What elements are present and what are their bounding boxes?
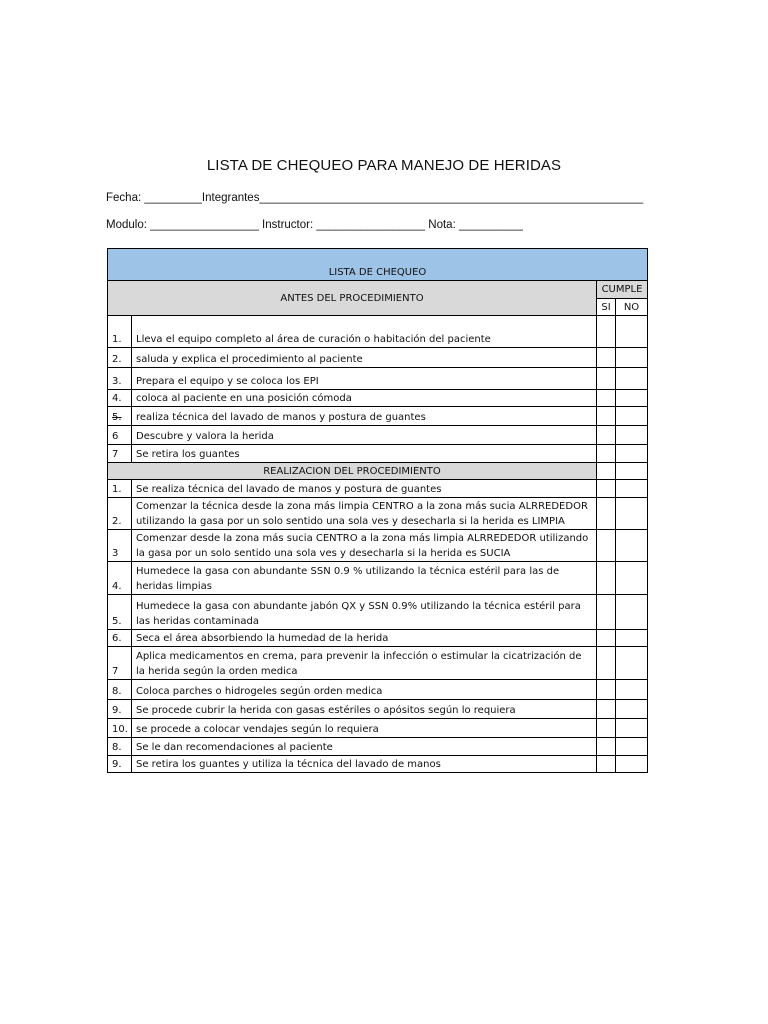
row-description: Humedece la gasa con abundante jabón QX y SSN 0.9% utilizando la técnica estéril para las heridas contaminada [132, 595, 597, 630]
no-checkbox-cell[interactable] [616, 348, 648, 368]
si-checkbox-cell[interactable] [597, 738, 616, 756]
si-checkbox-cell[interactable] [597, 480, 616, 498]
no-checkbox-cell[interactable] [616, 756, 648, 773]
row-number: 5. [108, 595, 132, 630]
section-realizacion-title: REALIZACION DEL PROCEDIMIENTO [108, 463, 597, 480]
row-description: Coloca parches o hidrogeles según orden medica [132, 680, 597, 700]
row-number: 3. [108, 368, 132, 390]
si-checkbox-cell[interactable] [597, 719, 616, 738]
row-number: 2. [108, 498, 132, 530]
table-row [108, 647, 648, 680]
row-description: se procede a colocar vendajes según lo requiera [132, 719, 597, 738]
table-row [108, 630, 648, 647]
table-row [108, 316, 648, 348]
table-row [108, 407, 648, 426]
table-row [108, 498, 648, 530]
no-checkbox-cell[interactable] [616, 719, 648, 738]
table-row [108, 368, 648, 390]
no-checkbox-cell[interactable] [616, 738, 648, 756]
no-checkbox-cell[interactable] [616, 647, 648, 680]
si-checkbox-cell[interactable] [597, 680, 616, 700]
no-checkbox-cell[interactable] [616, 562, 648, 595]
row-number: 4. [108, 390, 132, 407]
no-checkbox-cell[interactable] [616, 463, 648, 480]
row-number: 8. [108, 680, 132, 700]
si-checkbox-cell[interactable] [597, 316, 616, 348]
row-number: 3 [108, 530, 132, 562]
no-checkbox-cell[interactable] [616, 680, 648, 700]
row-description: Se realiza técnica del lavado de manos y postura de guantes [132, 480, 597, 498]
cumple-header: CUMPLE [597, 281, 648, 299]
table-row [108, 700, 648, 719]
row-description: Humedece la gasa con abundante SSN 0.9 % utilizando la técnica estéril para las de heridas limpias [132, 562, 597, 595]
si-checkbox-cell[interactable] [597, 368, 616, 390]
row-description: saluda y explica el procedimiento al paciente [132, 348, 597, 368]
si-checkbox-cell[interactable] [597, 445, 616, 463]
row-number: 9. [108, 756, 132, 773]
no-checkbox-cell[interactable] [616, 445, 648, 463]
row-number: 7 [108, 647, 132, 680]
table-row [108, 756, 648, 773]
row-description: Se le dan recomendaciones al paciente [132, 738, 597, 756]
no-checkbox-cell[interactable] [616, 316, 648, 348]
si-checkbox-cell[interactable] [597, 700, 616, 719]
checklist-header: LISTA DE CHEQUEO [108, 249, 648, 281]
row-description: Comenzar desde la zona más sucia CENTRO a la zona más limpia ALRREDEDOR utilizando la gasa por un solo sentido una sola ves y desecharla si la herida es SUCIA [132, 530, 597, 562]
si-checkbox-cell[interactable] [597, 595, 616, 630]
fecha-integrantes-line: Fecha: _________Integrantes____________________________________________________________ [106, 192, 644, 204]
row-number: 8. [108, 738, 132, 756]
si-checkbox-cell[interactable] [597, 647, 616, 680]
row-description: Se retira los guantes y utiliza la técnica del lavado de manos [132, 756, 597, 773]
document-title: LISTA DE CHEQUEO PARA MANEJO DE HERIDAS [206, 157, 562, 174]
si-header: SI [597, 299, 616, 316]
row-description: Se retira los guantes [132, 445, 597, 463]
no-checkbox-cell[interactable] [616, 700, 648, 719]
si-checkbox-cell[interactable] [597, 390, 616, 407]
table-row [108, 738, 648, 756]
row-description: Prepara el equipo y se coloca los EPI [132, 368, 597, 390]
si-checkbox-cell[interactable] [597, 426, 616, 445]
no-checkbox-cell[interactable] [616, 426, 648, 445]
no-checkbox-cell[interactable] [616, 498, 648, 530]
no-checkbox-cell[interactable] [616, 530, 648, 562]
row-number: 5. [108, 407, 132, 426]
table-row [108, 680, 648, 700]
row-description: coloca al paciente en una posición cómoda [132, 390, 597, 407]
si-checkbox-cell[interactable] [597, 407, 616, 426]
section-realizacion-header-row [108, 463, 648, 480]
table-row [108, 530, 648, 562]
no-checkbox-cell[interactable] [616, 480, 648, 498]
si-checkbox-cell[interactable] [597, 562, 616, 595]
table-row [108, 445, 648, 463]
row-number: 4. [108, 562, 132, 595]
row-description: Lleva el equipo completo al área de curación o habitación del paciente [132, 316, 597, 348]
row-number: 9. [108, 700, 132, 719]
row-number: 2. [108, 348, 132, 368]
row-number: 1. [108, 316, 132, 348]
row-description: Seca el área absorbiendo la humedad de la herida [132, 630, 597, 647]
table-row [108, 426, 648, 445]
table-row [108, 348, 648, 368]
section-antes-header-row [108, 281, 648, 299]
checklist-table [107, 248, 648, 773]
row-number: 6 [108, 426, 132, 445]
no-checkbox-cell[interactable] [616, 390, 648, 407]
row-description: Se procede cubrir la herida con gasas estériles o apósitos según lo requiera [132, 700, 597, 719]
no-checkbox-cell[interactable] [616, 368, 648, 390]
section-antes-title: ANTES DEL PROCEDIMIENTO [108, 281, 597, 316]
no-header: NO [616, 299, 648, 316]
row-description: realiza técnica del lavado de manos y postura de guantes [132, 407, 597, 426]
modulo-instructor-nota-line: Modulo: _________________ Instructor: _________________ Nota: __________ [106, 219, 523, 231]
row-description: Aplica medicamentos en crema, para prevenir la infección o estimular la cicatrización de la herida según la orden medica [132, 647, 597, 680]
table-row [108, 390, 648, 407]
no-checkbox-cell[interactable] [616, 595, 648, 630]
table-row [108, 562, 648, 595]
si-checkbox-cell[interactable] [597, 348, 616, 368]
si-checkbox-cell[interactable] [597, 756, 616, 773]
table-row [108, 480, 648, 498]
row-number: 10. [108, 719, 132, 738]
si-checkbox-cell[interactable] [597, 498, 616, 530]
checklist-header-row [108, 249, 648, 281]
no-checkbox-cell[interactable] [616, 407, 648, 426]
table-row [108, 595, 648, 630]
no-checkbox-cell[interactable] [616, 630, 648, 647]
row-number: 1. [108, 480, 132, 498]
si-checkbox-cell[interactable] [597, 630, 616, 647]
row-description: Descubre y valora la herida [132, 426, 597, 445]
row-description: Comenzar la técnica desde la zona más limpia CENTRO a la zona más sucia ALRREDEDOR utilizando la gasa por un solo sentido una sola ves y desecharla si la herida es LIMPIA [132, 498, 597, 530]
row-number: 7 [108, 445, 132, 463]
si-checkbox-cell[interactable] [597, 530, 616, 562]
si-checkbox-cell[interactable] [597, 463, 616, 480]
row-number: 6. [108, 630, 132, 647]
table-row [108, 719, 648, 738]
